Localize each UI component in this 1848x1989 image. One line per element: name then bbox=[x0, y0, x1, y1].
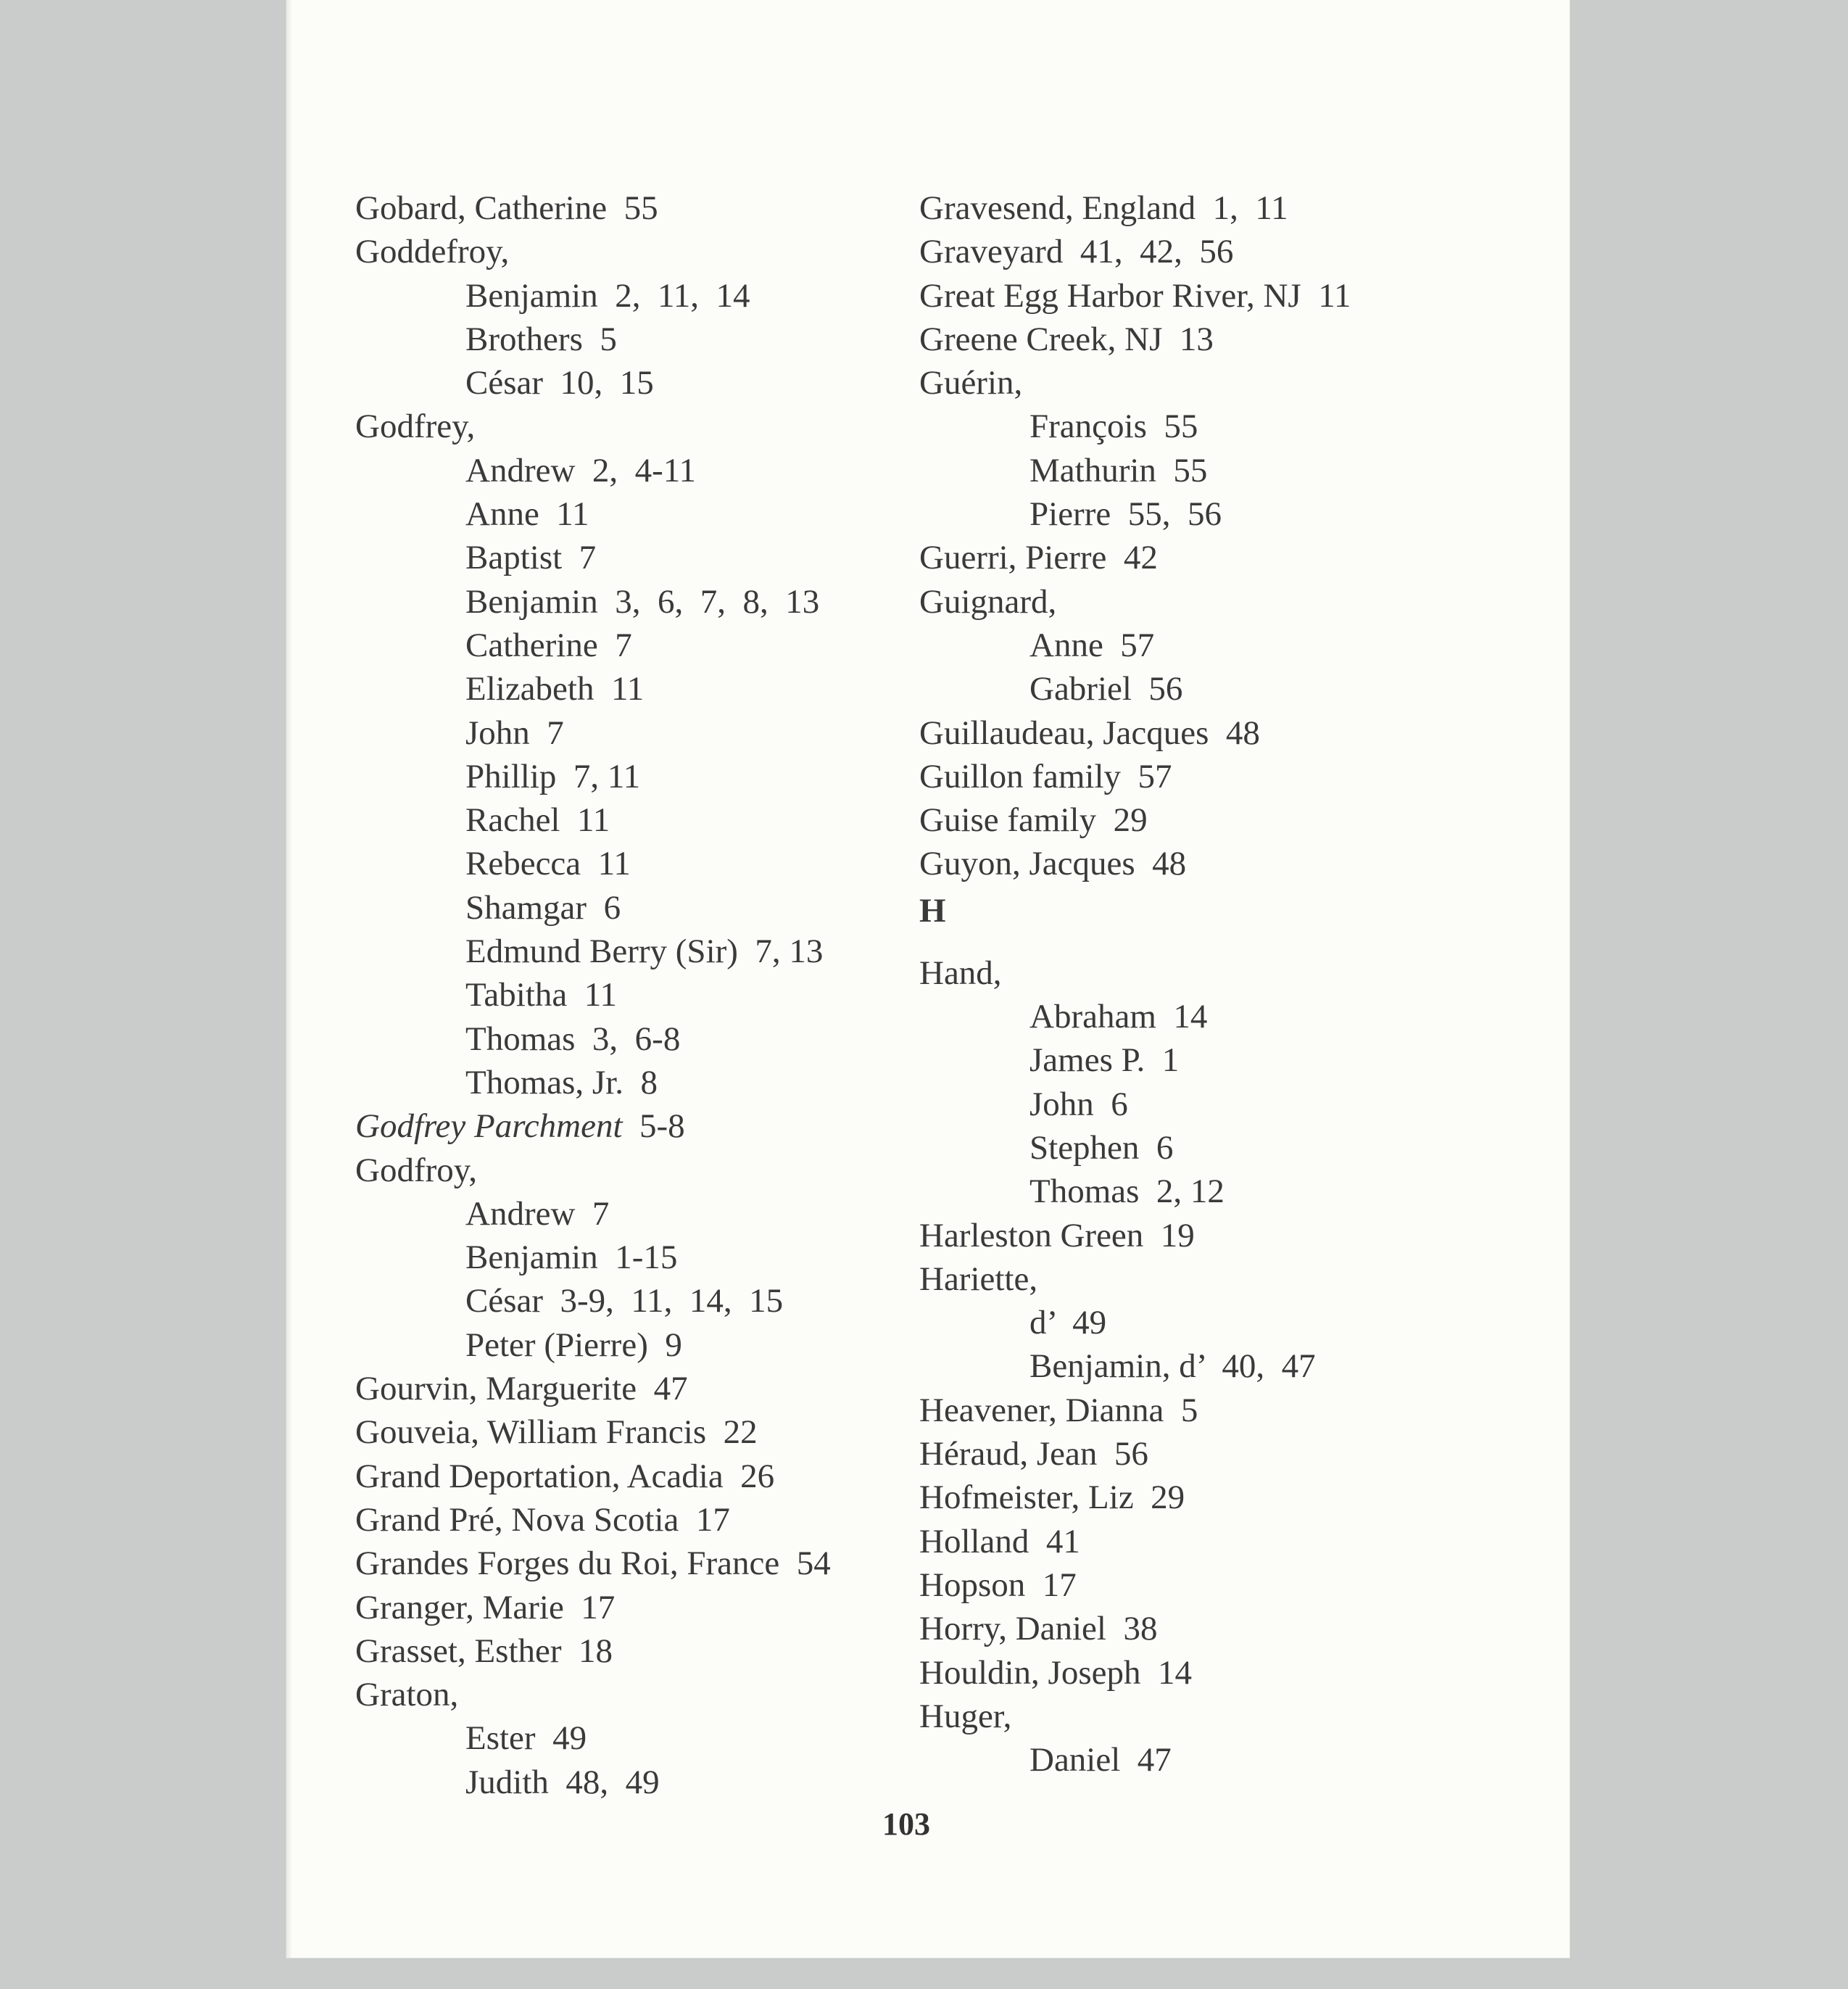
index-subentry: Abraham 14 bbox=[1029, 998, 1208, 1036]
index-column-right bbox=[919, 186, 1470, 1782]
index-subentry: Pierre 55, 56 bbox=[1029, 495, 1222, 534]
index-entry: Héraud, Jean 56 bbox=[919, 1435, 1148, 1473]
index-subentry: d’ 49 bbox=[1029, 1304, 1107, 1342]
index-subentry: Gabriel 56 bbox=[1029, 670, 1183, 708]
index-entry: Hopson 17 bbox=[919, 1566, 1077, 1604]
index-subentry: Benjamin 2, 11, 14 bbox=[465, 276, 750, 315]
index-subentry: Baptist 7 bbox=[465, 539, 597, 577]
section-letter-heading: H bbox=[919, 891, 946, 930]
index-subentry: Anne 11 bbox=[465, 495, 589, 534]
index-subentry: Benjamin 1-15 bbox=[465, 1239, 678, 1277]
index-entry: Gobard, Catherine 55 bbox=[355, 189, 658, 227]
index-entry: Horry, Daniel 38 bbox=[919, 1610, 1158, 1648]
index-subentry: Elizabeth 11 bbox=[465, 670, 645, 708]
index-subentry: Rebecca 11 bbox=[465, 845, 631, 883]
index-entry: Grand Pré, Nova Scotia 17 bbox=[355, 1500, 730, 1539]
index-entry: Guérin, bbox=[919, 364, 1023, 402]
index-subentry: Daniel 47 bbox=[1029, 1741, 1172, 1779]
index-entry: Graveyard 41, 42, 56 bbox=[919, 233, 1234, 271]
index-entry: Holland 41 bbox=[919, 1522, 1080, 1560]
index-entry: Graton, bbox=[355, 1676, 459, 1714]
index-entry: Gravesend, England 1, 11 bbox=[919, 189, 1288, 227]
index-entry: Hand, bbox=[919, 954, 1002, 992]
index-entry: Guillon family 57 bbox=[919, 757, 1172, 795]
index-subentry: James P. 1 bbox=[1029, 1041, 1180, 1080]
index-subentry: François 55 bbox=[1029, 408, 1198, 446]
index-entry: Guignard, bbox=[919, 582, 1057, 621]
index-entry: Greene Creek, NJ 13 bbox=[919, 320, 1214, 358]
index-entry: Huger, bbox=[919, 1697, 1012, 1735]
index-entry: Grand Deportation, Acadia 26 bbox=[355, 1457, 775, 1495]
index-subentry: Rachel 11 bbox=[465, 801, 610, 840]
index-subentry: Shamgar 6 bbox=[465, 888, 621, 927]
index-subentry: John 7 bbox=[465, 714, 564, 752]
index-entry: Goddefroy, bbox=[355, 233, 510, 271]
index-entry: Guillaudeau, Jacques 48 bbox=[919, 714, 1260, 752]
index-subentry: Peter (Pierre) 9 bbox=[465, 1326, 682, 1364]
index-subentry: Andrew 2, 4-11 bbox=[465, 451, 697, 489]
index-entry: Great Egg Harbor River, NJ 11 bbox=[919, 276, 1351, 315]
index-entry: Hariette, bbox=[919, 1260, 1038, 1298]
index-subentry: Anne 57 bbox=[1029, 626, 1155, 664]
index-entry: Hofmeister, Liz 29 bbox=[919, 1479, 1185, 1517]
index-subentry: John 6 bbox=[1029, 1085, 1128, 1123]
index-entry: Granger, Marie 17 bbox=[355, 1588, 616, 1626]
index-entry: Heavener, Dianna 5 bbox=[919, 1391, 1198, 1429]
index-entry: Gourvin, Marguerite 47 bbox=[355, 1370, 688, 1408]
page-edge bbox=[286, 0, 292, 1958]
index-subentry: Judith 48, 49 bbox=[465, 1763, 660, 1801]
index-subentry: César 10, 15 bbox=[465, 364, 654, 402]
index-subentry: Benjamin 3, 6, 7, 8, 13 bbox=[465, 582, 820, 621]
index-subentry: Brothers 5 bbox=[465, 320, 617, 358]
index-entry: Houldin, Joseph 14 bbox=[919, 1653, 1192, 1692]
index-entry: Gouveia, William Francis 22 bbox=[355, 1413, 758, 1452]
index-entry-italic bbox=[355, 1104, 906, 1148]
index-subentry: Ester 49 bbox=[465, 1719, 587, 1758]
index-subentry: Benjamin, d’ 40, 47 bbox=[1029, 1347, 1316, 1386]
index-subentry: Thomas 2, 12 bbox=[1029, 1173, 1225, 1211]
index-subentry: Tabitha 11 bbox=[465, 976, 618, 1014]
index-entry: Godfroy, bbox=[355, 1151, 477, 1189]
index-subentry: Thomas 3, 6-8 bbox=[465, 1020, 681, 1058]
index-entry-pages: 5-8 bbox=[622, 1107, 685, 1146]
index-entry: Guerri, Pierre 42 bbox=[919, 539, 1158, 577]
index-subentry: César 3-9, 11, 14, 15 bbox=[465, 1282, 784, 1320]
page-number: 103 bbox=[882, 1806, 930, 1842]
index-entry: Grasset, Esther 18 bbox=[355, 1632, 613, 1670]
index-entry: Grandes Forges du Roi, France 54 bbox=[355, 1545, 831, 1583]
index-entry: Godfrey, bbox=[355, 408, 476, 446]
index-subentry: Thomas, Jr. 8 bbox=[465, 1063, 658, 1101]
index-subentry: Phillip 7, 11 bbox=[465, 757, 641, 795]
index-entry-title: Godfrey Parchment bbox=[355, 1107, 623, 1146]
index-entry: Guyon, Jacques 48 bbox=[919, 845, 1187, 883]
index-subentry: Stephen 6 bbox=[1029, 1128, 1174, 1167]
index-subentry: Catherine 7 bbox=[465, 626, 632, 664]
index-column-left bbox=[355, 186, 906, 1804]
index-entry: Guise family 29 bbox=[919, 801, 1148, 840]
index-subentry: Mathurin 55 bbox=[1029, 451, 1208, 489]
index-subentry: Edmund Berry (Sir) 7, 13 bbox=[465, 933, 824, 971]
index-entry: Harleston Green 19 bbox=[919, 1216, 1195, 1254]
index-subentry: Andrew 7 bbox=[465, 1194, 610, 1233]
